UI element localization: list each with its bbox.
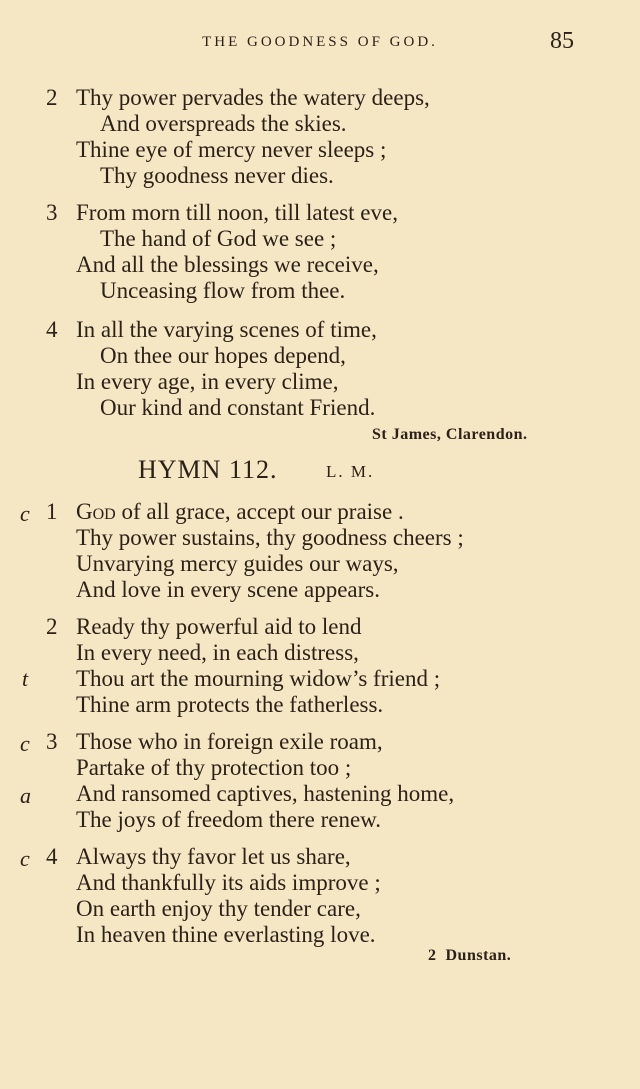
verse-line: Unvarying mercy guides our ways, [76,551,399,576]
page-number: 85 [550,28,574,54]
verse-line: On thee our hopes depend, [100,343,346,368]
performance-mark: a [20,783,31,808]
verse-line: In all the varying scenes of time, [76,317,377,342]
hymn-meter: L. M. [326,462,375,481]
performance-mark: c [20,731,30,756]
verse-line: On earth enjoy thy tender care, [76,896,361,921]
verse-line: In heaven thine everlasting love. [76,922,376,947]
verse-line: Ready thy powerful aid to lend [76,614,362,639]
verse-line: Partake of thy protection too ; [76,755,352,780]
tune-attribution: 2 Dunstan. [428,947,512,964]
stanza-number: 3 [46,729,58,754]
performance-mark: t [22,666,29,691]
stanza-number: 1 [46,499,58,524]
verse-line: Thy power pervades the watery deeps, [76,85,430,110]
stanza-number: 4 [46,844,58,869]
verse-line: And all the blessings we receive, [76,252,379,277]
verse-line: From morn till noon, till latest eve, [76,200,398,225]
verse-line: In every need, in each distress, [76,640,359,665]
verse-line: And thankfully its aids improve ; [76,870,381,895]
stanza-number: 2 [46,614,58,639]
verse-line: Always thy favor let us share, [76,844,351,869]
verse-line: The joys of freedom there renew. [76,807,382,832]
verse-line: Thou art the mourning widow’s friend ; [76,666,441,691]
stanza-number: 4 [46,317,58,342]
performance-mark: c [20,846,30,871]
verse-line: The hand of God we see ; [100,226,337,251]
stanza-number: 3 [46,200,58,225]
verse-line: And love in every scene appears. [76,577,380,602]
verse-line: Thy goodness never dies. [100,163,334,188]
verse-line: Our kind and constant Friend. [100,395,376,420]
verse-line: Thine arm protects the fatherless. [76,692,384,717]
verse-line: Those who in foreign exile roam, [76,729,383,754]
running-title: THE GOODNESS OF GOD. [202,34,438,50]
verse-line: In every age, in every clime, [76,369,339,394]
first-word: God [76,499,116,524]
hymn-title: HYMN 112. [138,455,278,484]
verse-line: Thy power sustains, thy goodness cheers ; [76,525,464,550]
verse-line: God of all grace, accept our praise . [76,499,404,524]
verse-line: And ransomed captives, hastening home, [76,781,455,806]
stanza-number: 2 [46,85,58,110]
performance-mark: c [20,501,30,526]
verse-line: And overspreads the skies. [100,111,347,136]
verse-line: Unceasing flow from thee. [100,278,346,303]
verse-line: Thine eye of mercy never sleeps ; [76,137,387,162]
tune-attribution: St James, Clarendon. [372,426,528,443]
